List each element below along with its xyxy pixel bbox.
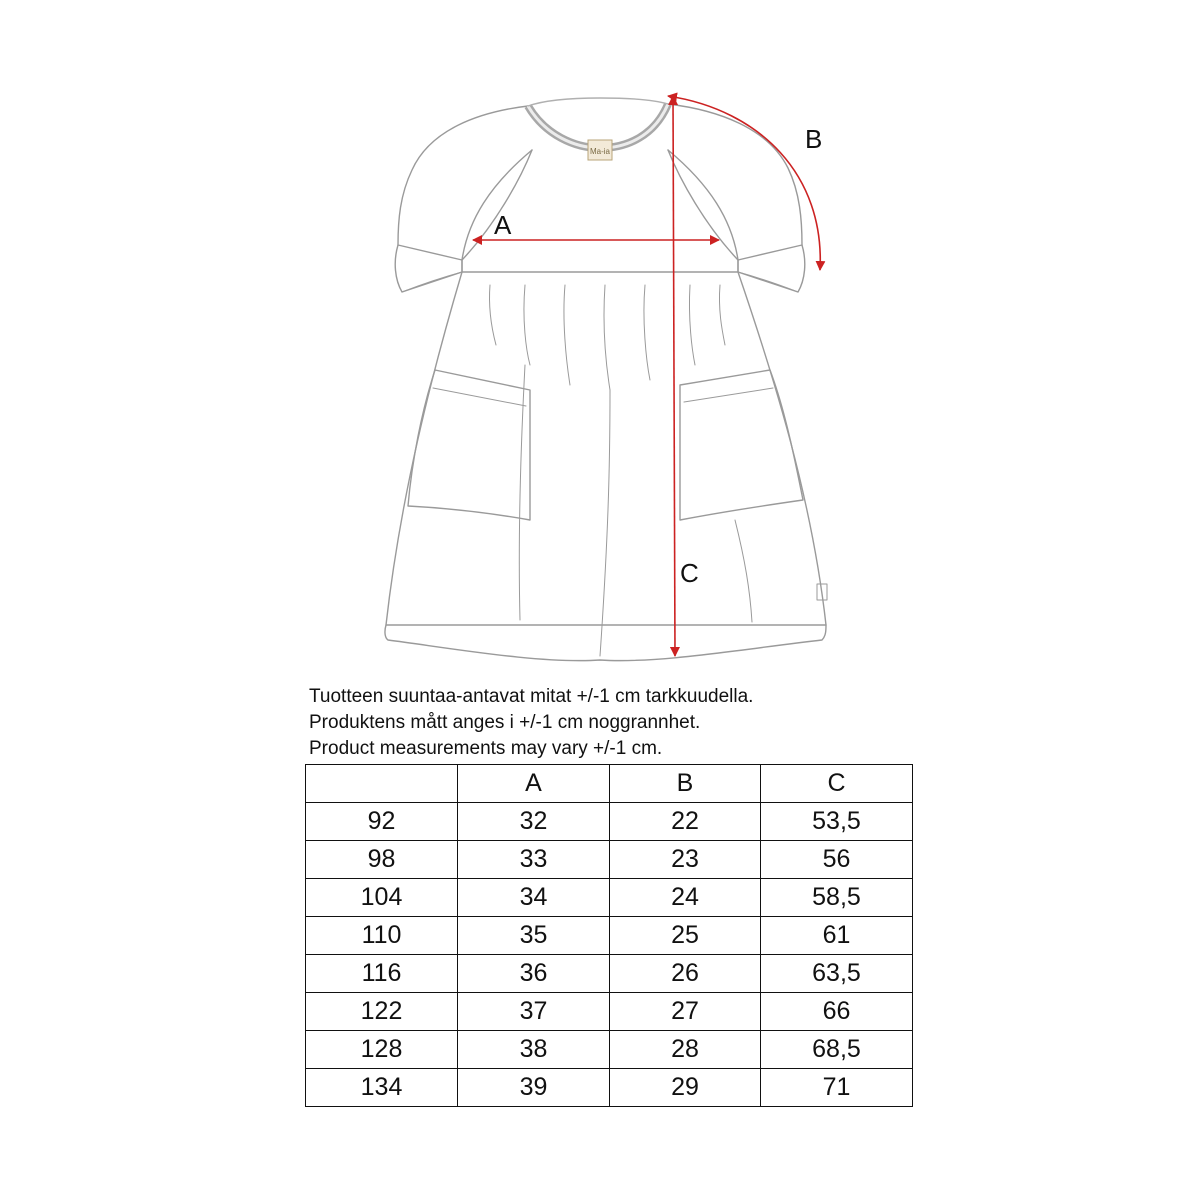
table-row	[306, 841, 913, 879]
table-row	[306, 955, 913, 993]
cell-c: 61	[761, 917, 913, 955]
table-row	[306, 917, 913, 955]
cell-a: 38	[458, 1031, 610, 1069]
table-header-row	[306, 765, 913, 803]
cell-b: 29	[610, 1069, 761, 1107]
cell-size: 134	[306, 1069, 458, 1107]
cell-c: 68,5	[761, 1031, 913, 1069]
cell-c: 58,5	[761, 879, 913, 917]
cell-size: 122	[306, 993, 458, 1031]
cell-a: 39	[458, 1069, 610, 1107]
table-row	[306, 1069, 913, 1107]
cell-b: 28	[610, 1031, 761, 1069]
header-c: C	[761, 765, 913, 803]
cell-c: 66	[761, 993, 913, 1031]
label-a: A	[494, 210, 512, 240]
left-pocket	[408, 370, 530, 520]
size-table	[305, 764, 913, 1107]
dress-outline	[385, 104, 827, 661]
cell-a: 36	[458, 955, 610, 993]
cell-c: 56	[761, 841, 913, 879]
cell-a: 32	[458, 803, 610, 841]
cell-size: 104	[306, 879, 458, 917]
cell-a: 35	[458, 917, 610, 955]
cell-b: 23	[610, 841, 761, 879]
cell-b: 26	[610, 955, 761, 993]
arrow-b	[668, 96, 823, 270]
brand-tag-text: Ma-ia	[589, 147, 611, 156]
skirt	[386, 272, 826, 625]
cell-b: 27	[610, 993, 761, 1031]
cell-a: 33	[458, 841, 610, 879]
cell-c: 71	[761, 1069, 913, 1107]
hem-band	[385, 625, 826, 661]
cell-c: 53,5	[761, 803, 913, 841]
table-row	[306, 1031, 913, 1069]
table-row	[306, 879, 913, 917]
cell-size: 92	[306, 803, 458, 841]
brand-tag	[588, 140, 612, 160]
cell-b: 25	[610, 917, 761, 955]
table-row	[306, 993, 913, 1031]
cell-c: 63,5	[761, 955, 913, 993]
cell-b: 24	[610, 879, 761, 917]
right-sleeve	[668, 104, 802, 260]
header-a: A	[458, 765, 610, 803]
measurement-arrows	[473, 96, 823, 656]
cell-a: 34	[458, 879, 610, 917]
cell-b: 22	[610, 803, 761, 841]
note-finnish: Tuotteen suuntaa-antavat mitat +/-1 cm tarkkuudella.	[309, 686, 754, 707]
cell-size: 110	[306, 917, 458, 955]
cell-size: 98	[306, 841, 458, 879]
table-row	[306, 803, 913, 841]
header-b: B	[610, 765, 761, 803]
cell-size: 116	[306, 955, 458, 993]
note-swedish: Produktens mått anges i +/-1 cm noggrannhet.	[309, 712, 701, 733]
arrow-c	[673, 96, 675, 656]
label-b: B	[805, 124, 823, 154]
label-c: C	[680, 558, 699, 588]
note-english: Product measurements may vary +/-1 cm.	[309, 738, 663, 759]
left-sleeve	[398, 106, 532, 260]
cell-size: 128	[306, 1031, 458, 1069]
cell-a: 37	[458, 993, 610, 1031]
header-size	[306, 765, 458, 803]
